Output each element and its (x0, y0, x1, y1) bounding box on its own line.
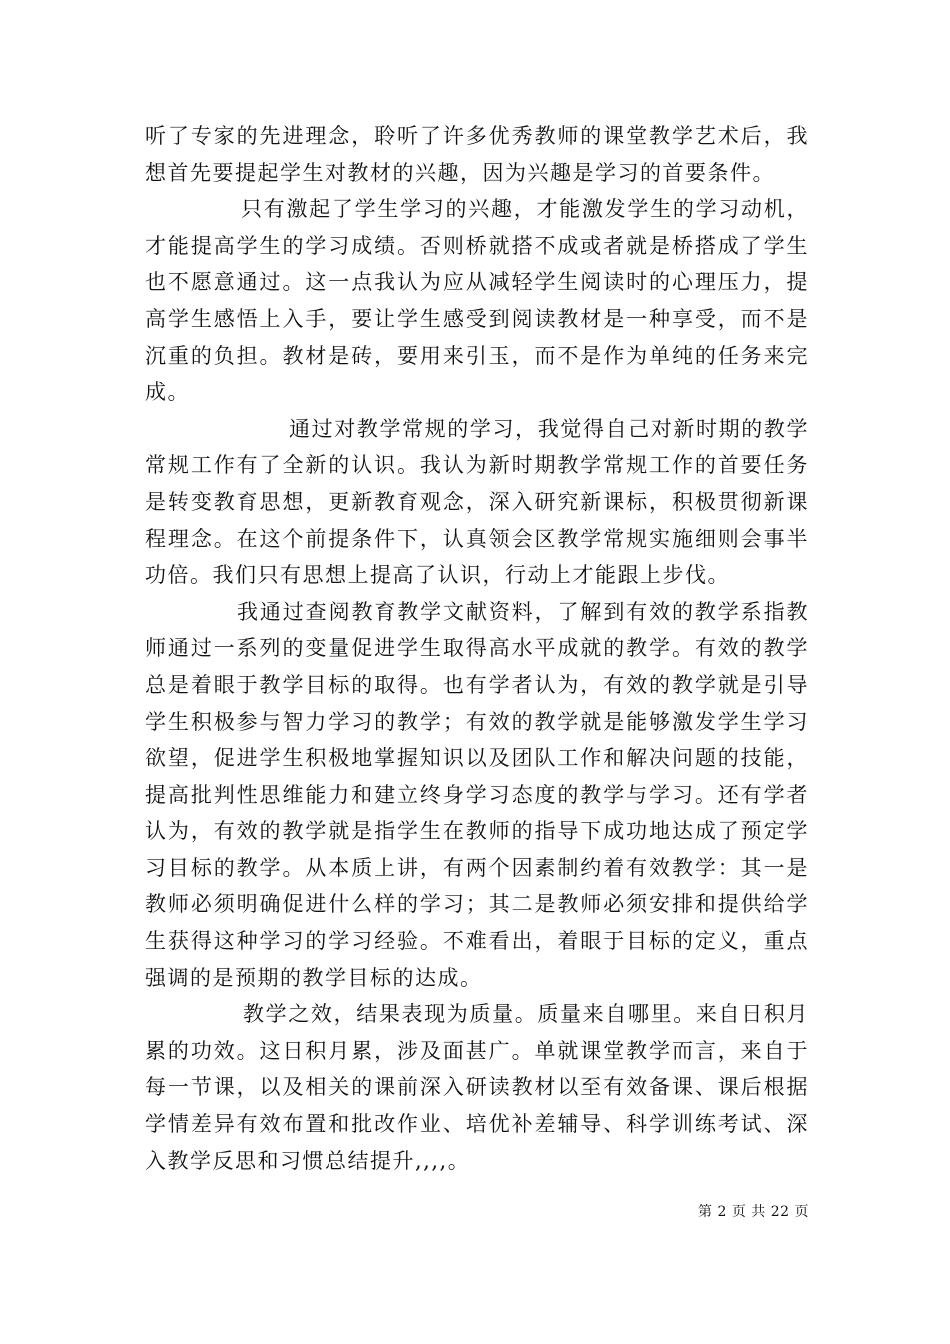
document-body (145, 118, 809, 1179)
paragraph-5: 教学之效，结果表现为质量。质量来自哪里。来自日积月累的功效。这日积月累，涉及面甚广。单就课堂教学而言，来自于每一节课，以及相关的课前深入研读教材以至有效备课、课后根据学情差异有效布置和批改作业、培优补差辅导、科学训练考试、深入教学反思和习惯总结提升,,,,。 (145, 1002, 809, 1173)
page-number-footer: 第 2 页 共 22 页 (698, 1204, 809, 1220)
paragraph-4: 我通过查阅教育教学文献资料，了解到有效的教学系指教师通过一系列的变量促进学生取得高水平成就的教学。有效的教学总是着眼于教学目标的取得。也有学者认为，有效的教学就是引导学生积极参与智力学习的教学；有效的教学就是能够激发学生学习欲望，促进学生积极地掌握知识以及团队工作和解决问题的技能，提高批判性思维能力和建立终身学习态度的教学与学习。还有学者认为，有效的教学就是指学生在教师的指导下成功地达成了预定学习目标的教学。从本质上讲，有两个因素制约着有效教学：其一是教师必须明确促进什么样的学习；其二是教师必须安排和提供给学生获得这种学习的学习经验。不难看出，着眼于目标的定义，重点强调的是预期的教学目标的达成。 (145, 599, 809, 990)
paragraph-1: 听了专家的先进理念，聆听了许多优秀教师的课堂教学艺术后，我想首先要提起学生对教材的兴趣，因为兴趣是学习的首要条件。 (145, 124, 809, 185)
paragraph-2: 只有激起了学生学习的兴趣，才能激发学生的学习动机，才能提高学生的学习成绩。否则桥就搭不成或者就是桥搭成了学生也不愿意通过。这一点我认为应从减轻学生阅读时的心理压力，提高学生感悟上入手，要让学生感受到阅读教材是一种享受，而不是沉重的负担。教材是砖，要用来引玉，而不是作为单纯的任务来完成。 (145, 197, 809, 405)
paragraph-3: 通过对教学常规的学习，我觉得自己对新时期的教学常规工作有了全新的认识。我认为新时期教学常规工作的首要任务是转变教育思想，更新教育观念，深入研究新课标，积极贯彻新课程理念。在这个前提条件下，认真领会区教学常规实施细则会事半功倍。我们只有思想上提高了认识，行动上才能跟上步伐。 (145, 416, 809, 588)
